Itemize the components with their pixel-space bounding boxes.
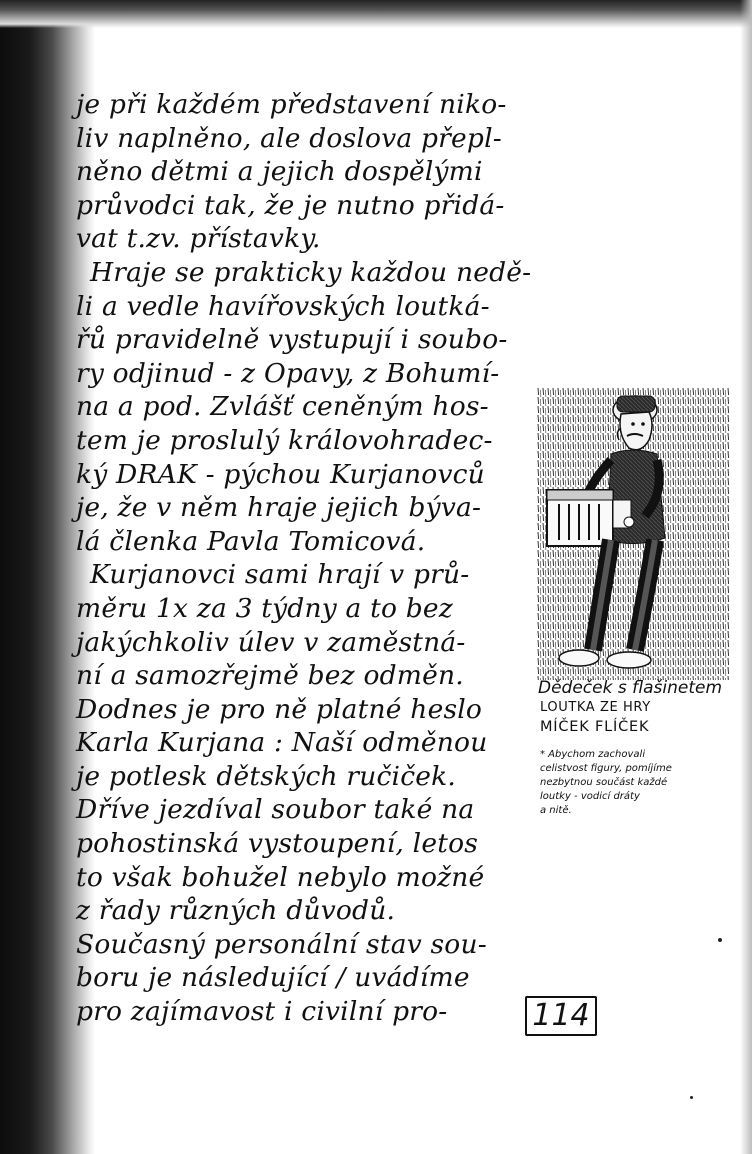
- footnote-line: nezbytnou součást každé: [540, 777, 668, 788]
- text-line: to však bohužel nebylo možné: [76, 861, 485, 893]
- top-edge-shadow: [0, 0, 752, 28]
- text-line: li a vedle havířovských loutká-: [76, 290, 490, 322]
- text-line: pohostinská vystoupení, letos: [76, 828, 479, 860]
- text-line: řů pravidelně vystupují i soubo-: [76, 324, 508, 356]
- puppet-illustration: [537, 388, 729, 680]
- text-line: průvodci tak, že je nutno přidá-: [76, 189, 505, 221]
- text-line: pro zajímavost i civilní pro-: [76, 996, 448, 1028]
- footnote-line: celistvost figury, pomíjíme: [540, 763, 672, 774]
- right-edge-shadow: [740, 0, 752, 1154]
- text-line: Karla Kurjana : Naší odměnou: [76, 727, 488, 759]
- text-line: měru 1x za 3 týdny a to bez: [76, 592, 453, 624]
- text-line: je, že v něm hraje jejich býva-: [76, 492, 482, 524]
- caption-subtitle: LOUTKA ZE HRY: [540, 700, 651, 715]
- text-line: lá členka Pavla Tomicová.: [76, 525, 426, 557]
- text-line: je při každém představení niko-: [76, 89, 507, 120]
- text-line: Kurjanovci sami hrají v prů-: [90, 559, 470, 591]
- text-line: jakýchkoliv úlev v zaměstná-: [76, 626, 466, 658]
- text-line: ní a samozřejmě bez odměn.: [76, 660, 464, 692]
- text-line: Dříve jezdíval soubor také na: [76, 794, 475, 826]
- footnote: [540, 748, 740, 818]
- ink-speck: [690, 1096, 693, 1099]
- text-line: boru je následující / uvádíme: [76, 962, 470, 994]
- footnote-line: loutky - vodicí dráty: [540, 791, 640, 802]
- page-number: 114: [525, 996, 597, 1036]
- text-line: Hraje se prakticky každou nedě-: [90, 256, 532, 288]
- text-line: na a pod. Zvlášť ceněným hos-: [76, 391, 489, 423]
- text-line: ký DRAK - pýchou Kurjanovců: [76, 458, 485, 490]
- text-line: Současný personální stav sou-: [76, 928, 487, 960]
- body-text: [76, 88, 532, 1029]
- text-line: z řady různých důvodů.: [76, 895, 396, 927]
- caption-play-name: MÍČEK FLÍČEK: [540, 719, 650, 735]
- text-line: liv naplněno, ale doslova přepl-: [76, 122, 502, 154]
- text-line: je potlesk dětských ručiček.: [76, 760, 457, 792]
- text-line: ry odjinud - z Opavy, z Bohumí-: [76, 357, 500, 389]
- caption-title: Dědeček s flašinetem: [538, 678, 723, 698]
- text-line: Dodnes je pro ně platné heslo: [76, 693, 483, 725]
- text-line: vat t.zv. přístavky.: [76, 223, 321, 255]
- text-line: tem je proslulý královohradec-: [76, 424, 493, 456]
- text-line: něno dětmi a jejich dospělými: [76, 156, 483, 188]
- footnote-line: * Abychom zachovali: [540, 749, 646, 760]
- footnote-line: a nitě.: [540, 805, 572, 816]
- ink-speck: [718, 938, 722, 942]
